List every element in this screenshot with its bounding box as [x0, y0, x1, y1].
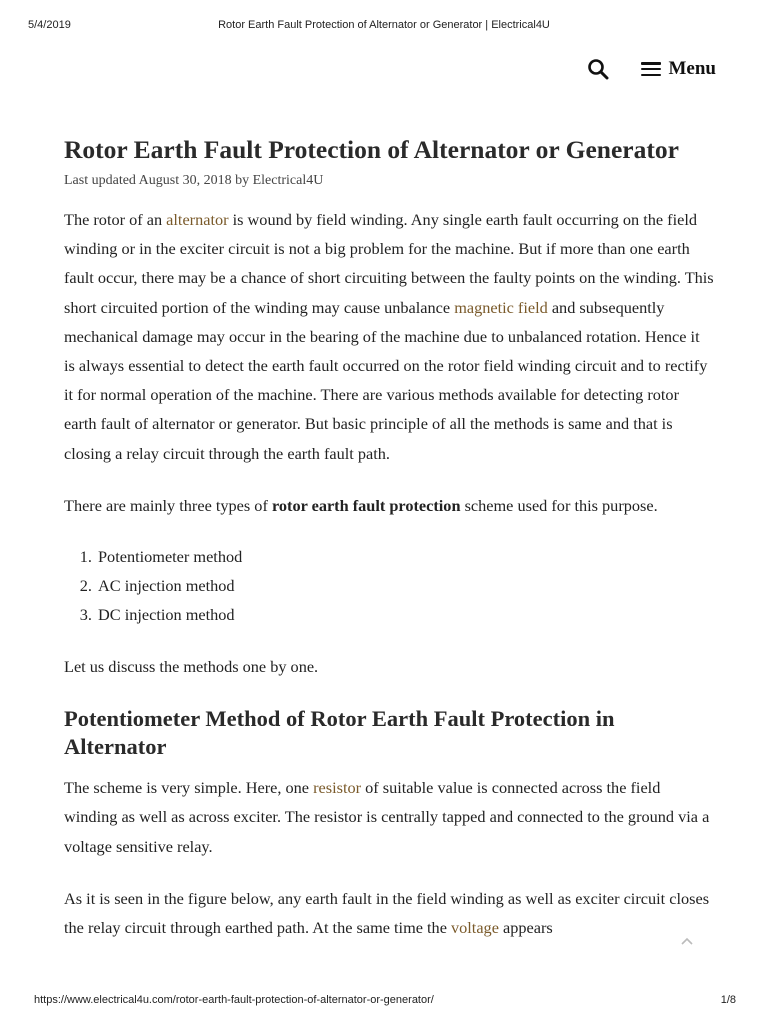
voltage-link[interactable]: voltage	[451, 918, 499, 938]
site-nav	[585, 54, 717, 84]
chevron-up-icon	[680, 936, 694, 946]
types-paragraph: There are mainly three types of rotor earth fault protection scheme used for this purpose.	[64, 495, 658, 515]
list-item: 1. Potentiometer method	[96, 542, 714, 571]
discuss-paragraph: Let us discuss the methods one by one.	[64, 657, 319, 677]
bold-term: rotor earth fault protection	[271, 495, 461, 515]
alternator-link[interactable]: alternator	[166, 210, 229, 229]
scroll-to-top-button[interactable]	[676, 930, 698, 952]
article-meta: Last updated August 30, 2018 by Electrical4U	[64, 173, 324, 188]
section-heading: Potentiometer Method of Rotor Earth Fault Protection in Alternator	[64, 706, 615, 760]
print-page-number: 1/8	[720, 994, 736, 1006]
scheme-paragraph: The scheme is very simple. Here, one resistor of suitable value is connected across the field winding as well as across exciter. The resistor is centrally tapped and connected to the ground via a voltage sensitive relay.	[64, 778, 710, 856]
resistor-link[interactable]: resistor	[313, 778, 362, 798]
print-url: https://www.electrical4u.com/rotor-earth-fault-protection-of-alternator-or-generator/	[34, 994, 434, 1006]
search-button[interactable]	[585, 56, 611, 82]
print-header	[0, 0, 768, 40]
hamburger-menu-icon	[641, 62, 661, 76]
menu-button[interactable]	[641, 58, 717, 80]
list-item: 2. AC injection method	[96, 571, 714, 600]
figure-paragraph: As it is seen in the figure below, any earth fault in the field winding as well as exciter circuit closes the relay circuit through earthed path. At the same time the voltage appears	[64, 888, 710, 938]
methods-list	[64, 542, 714, 629]
article	[64, 132, 714, 942]
print-page-title: Rotor Earth Fault Protection of Alternator or Generator | Electrical4U	[218, 19, 550, 31]
menu-label: Menu	[668, 58, 716, 79]
print-footer	[0, 994, 768, 1014]
list-item: 3. DC injection method	[96, 600, 714, 629]
print-date: 5/4/2019	[28, 19, 71, 31]
article-title: Rotor Earth Fault Protection of Alternator or Generator	[64, 135, 679, 164]
search-icon	[587, 58, 609, 80]
intro-paragraph: The rotor of an alternator is wound by field winding. Any single earth fault occurring on the field winding or in the exciter circuit is not a big problem for the machine. But if more than one earth fault occur, there may be a chance of short circuiting between the faulty points on the winding. This short circuited portion of the winding may cause unbalance magnetic field and subsequently mechanical damage may occur in the bearing of the machine due to unbalanced rotation. Hence it is always essential to detect the earth fault occurred on the rotor field winding circuit and to rectify it for normal operation of the machine. There are various methods available for detecting rotor earth fault of alternator or generator. But basic principle of all the methods is same and that is closing a relay circuit through the earth fault path.	[64, 210, 714, 463]
magnetic-field-link[interactable]: magnetic field	[454, 297, 548, 317]
